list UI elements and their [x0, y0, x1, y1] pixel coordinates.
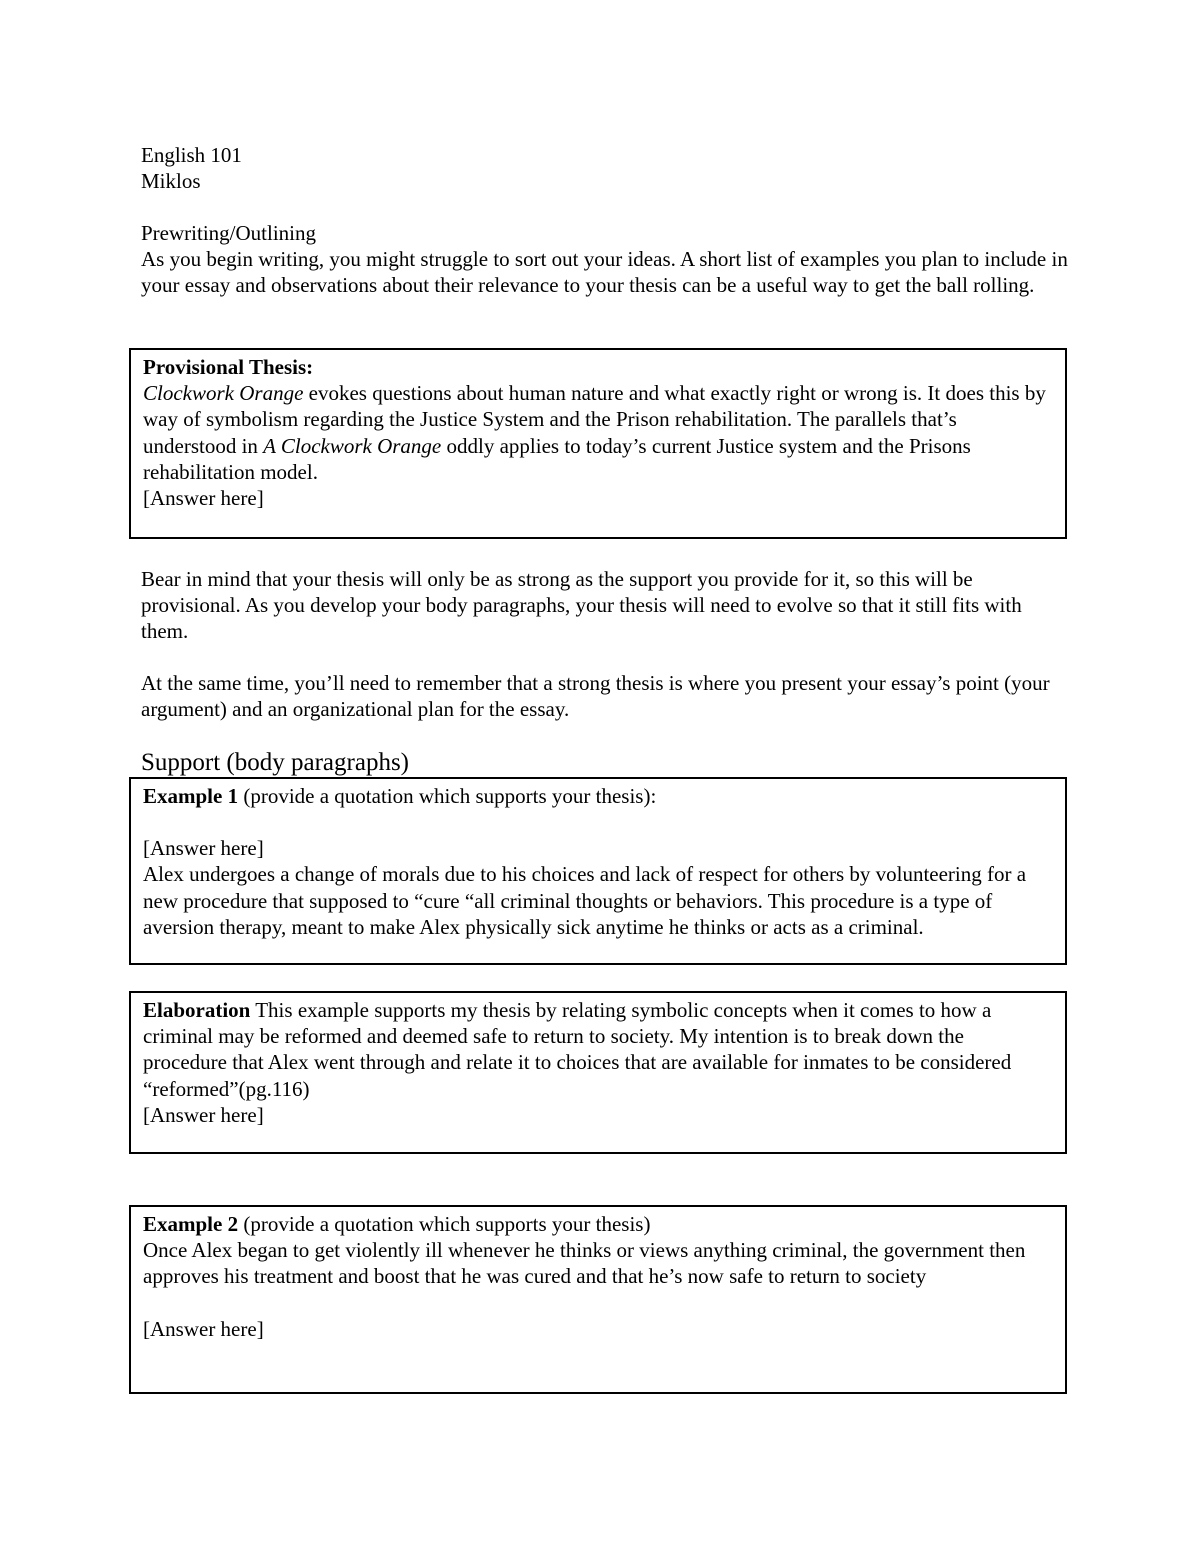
- example-1-answer: [Answer here]: [143, 836, 264, 861]
- elaboration-content: [143, 997, 1053, 1102]
- example-1-box: [129, 777, 1067, 965]
- example-1-text: Alex undergoes a change of morals due to his choices and lack of respect for others by volunteering for a new procedure that supposed to “cure “all criminal thoughts or behaviors. This procedure is a type of aversion therapy, meant to make Alex physically sick anytime he thinks or acts as a criminal.: [143, 862, 1027, 939]
- thesis-title-italic-2: A Clockwork Orange: [263, 433, 442, 458]
- support-heading: Support (body paragraphs): [141, 749, 409, 776]
- example-1-prompt: (provide a quotation which supports your thesis):: [238, 784, 657, 808]
- blank-line: [143, 1290, 1053, 1316]
- example-2-label: Example 2: [143, 1212, 239, 1236]
- example-2-box: [129, 1205, 1067, 1394]
- thesis-label: Provisional Thesis:: [143, 355, 314, 379]
- thesis-content: [143, 354, 1053, 485]
- thesis-text-2: oddly applies to today’s current Justice system and the Prisons rehabilitation model.: [143, 433, 971, 484]
- thesis-answer: [Answer here]: [143, 486, 264, 511]
- bear-in-mind-paragraph: Bear in mind that your thesis will only be as strong as the support you provide for it, so this will be provisional. As you develop your body paragraphs, your thesis will need to evolve so that it still fits with them.: [141, 567, 1022, 644]
- prewriting-body: As you begin writing, you might struggle to sort out your ideas. A short list of examples you plan to include in your essay and observations about their relevance to your thesis can be a useful way to get the ball rolling.: [141, 247, 1068, 298]
- provisional-thesis-box: [129, 348, 1067, 539]
- example-2-prompt: (provide a quotation which supports your thesis): [238, 1212, 651, 1236]
- elaboration-text: This example supports my thesis by relating symbolic concepts when it comes to how a criminal may be reformed and deemed safe to return to society. My intention is to break down the procedure that Alex went through and relate it to choices that are available for inmates to be considered “reformed”(pg.116): [143, 998, 1012, 1101]
- elaboration-answer: [Answer here]: [143, 1102, 264, 1127]
- prewriting-title: Prewriting/Outlining: [141, 221, 316, 245]
- elaboration-label: Elaboration: [143, 998, 251, 1022]
- blank-line: [143, 809, 1053, 835]
- thesis-title-italic-1: Clockwork Orange: [143, 381, 304, 406]
- same-time-paragraph: At the same time, you’ll need to remember that a strong thesis is where you present your essay’s point (your argument) and an organizational plan for the essay.: [141, 671, 1050, 722]
- example-2-header: [143, 1211, 1053, 1237]
- instructor-name: Miklos: [141, 169, 201, 193]
- example-2-answer: [Answer here]: [143, 1316, 264, 1341]
- thesis-text-1: evokes questions about human nature and what exactly right or wrong is. It does this by way of symbolism regarding the Justice System and the Prison rehabilitation. The parallels that’s understood in: [143, 381, 1046, 458]
- elaboration-box: [129, 991, 1067, 1154]
- course-name: English 101: [141, 143, 242, 167]
- example-1-header: [143, 783, 1053, 809]
- example-1-label: Example 1: [143, 784, 239, 808]
- example-2-text: Once Alex began to get violently ill whenever he thinks or views anything criminal, the government then approves his treatment and boost that he was cured and that he’s now safe to return to society: [143, 1238, 1026, 1289]
